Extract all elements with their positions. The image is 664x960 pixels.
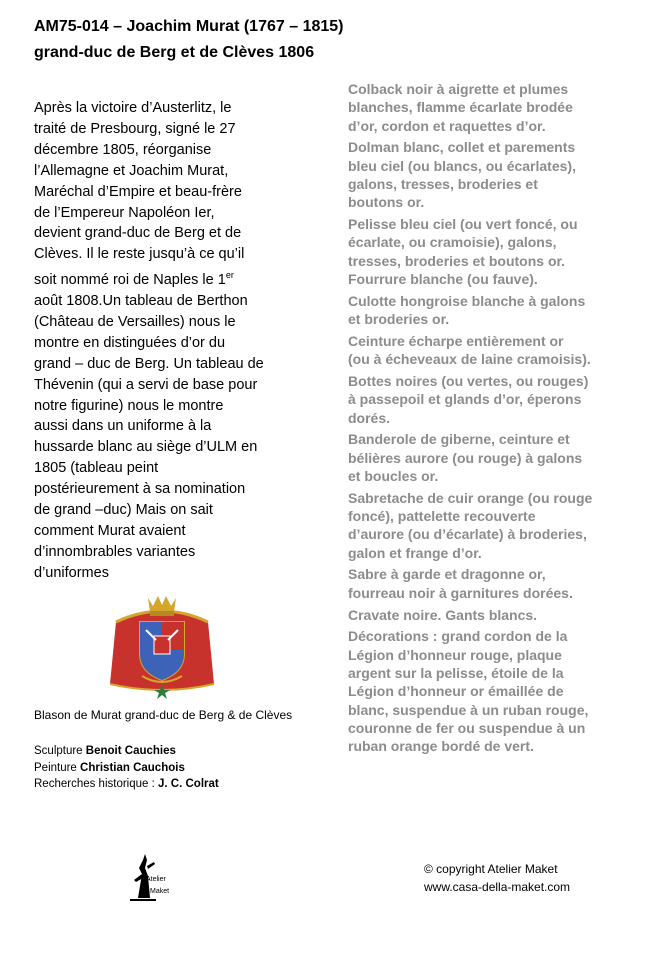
uniform-item-line: et broderies or. (348, 311, 450, 328)
logo-word-2: Maket (150, 888, 170, 895)
paragraph-line (34, 265, 334, 291)
paragraph-line (34, 437, 334, 458)
uniform-item-line: blanches, flamme écarlate brodée (348, 99, 573, 116)
credit-peinture-label: Peinture (34, 761, 77, 774)
uniform-item-line: Sabretache de cuir orange (ou rouge (348, 489, 593, 506)
atelier-maket-logo (126, 852, 182, 902)
paragraph-line-text: montre en distinguées d’or du (34, 334, 226, 351)
paragraph-line (34, 244, 334, 265)
uniform-description (348, 80, 648, 759)
uniform-item-line: et boucles or. (348, 467, 439, 484)
credit-sculpture-name: Benoit Cauchies (85, 745, 176, 757)
paragraph-line-text: comment Murat avaient (34, 522, 186, 539)
paragraph-line (34, 396, 334, 417)
paragraph-line (34, 119, 334, 140)
uniform-item (348, 627, 648, 755)
uniform-item-line: bleu ciel (ou blancs, ou écarlates), (348, 157, 576, 174)
uniform-item-line: Dolman blanc, collet et parements (348, 139, 576, 156)
paragraph-line-text: Clèves. Il le reste jusqu’à ce qu’il (34, 246, 245, 263)
uniform-item-line: Culotte hongroise blanche à galons (348, 292, 586, 309)
uniform-item-line: Colback noir à aigrette et plumes (348, 81, 569, 97)
uniform-item-line: boutons or. (348, 194, 425, 211)
paragraph-line (34, 98, 334, 119)
paragraph-line-text: (Château de Versailles) nous le (34, 313, 236, 330)
paragraph-line-text: Maréchal d’Empire et beau-frère (34, 183, 242, 200)
paragraph-line-text: 1805 (tableau peint (34, 460, 159, 477)
paragraph-line-text: Thévenin (qui a servi de base pour (34, 376, 258, 393)
paragraph-line-text: de grand –duc) Mais on sait (34, 502, 213, 519)
uniform-item-line: galon et frange d’or. (348, 544, 482, 561)
crest-caption: Blason de Murat grand-duc de Berg & de Clèves (34, 708, 293, 722)
uniform-item (348, 430, 648, 485)
credit-peinture-name: Christian Cauchois (80, 761, 185, 774)
credit-recherches (34, 776, 219, 793)
uniform-item-line: d’or, cordon et raquettes d’or. (348, 117, 546, 134)
paragraph-line-text: d’uniformes (34, 564, 109, 581)
title-line-1: AM75-014 – Joachim Murat (1767 – 1815) (34, 18, 344, 35)
paragraph-line-text: d’innombrables variantes (34, 543, 196, 560)
paragraph-line (34, 182, 334, 203)
uniform-item-line: Banderole de giberne, ceinture et (348, 431, 570, 448)
paragraph-line (34, 563, 334, 584)
uniform-item (348, 80, 648, 135)
paragraph-line (34, 458, 334, 479)
uniform-item (348, 332, 648, 369)
paragraph-line (34, 161, 334, 182)
uniform-item (348, 489, 648, 562)
uniform-item-line: d’aurore (ou d’écarlate) à broderies, (348, 526, 587, 543)
title-line-2: grand-duc de Berg et de Clèves 1806 (34, 44, 315, 61)
history-paragraph (34, 98, 334, 584)
credit-sculpture (34, 743, 219, 760)
uniform-item (348, 215, 648, 288)
paragraph-line (34, 140, 334, 161)
uniform-item-line: bélières aurore (ou rouge) à galons (348, 449, 583, 466)
uniform-item (348, 565, 648, 602)
paragraph-line-text: aussi dans un uniforme à la (34, 418, 212, 435)
paragraph-line (34, 521, 334, 542)
uniform-item-line: Bottes noires (ou vertes, ou rouges) (348, 372, 589, 389)
copyright-line: © copyright Atelier Maket (424, 862, 558, 876)
paragraph-line (34, 416, 334, 437)
credits (34, 743, 219, 793)
credit-peinture (34, 760, 219, 777)
uniform-item (348, 372, 648, 427)
uniform-item-line: Légion d’honneur or émaillée de (348, 683, 564, 700)
paragraph-line-text: soit nommé roi de Naples le 1 (34, 272, 226, 289)
paragraph-line (34, 500, 334, 521)
uniform-item-line: à passepoil et glands d’or, éperons (348, 391, 582, 408)
logo-word-1: Atelier (146, 876, 166, 883)
paragraph-line (34, 223, 334, 244)
paragraph-line-text: postérieurement à sa nomination (34, 481, 246, 498)
paragraph-line-text: grand – duc de Berg. Un tableau de (34, 355, 264, 372)
paragraph-line (34, 542, 334, 563)
website-url: www.casa-della-maket.com (424, 880, 571, 894)
paragraph-line (34, 375, 334, 396)
uniform-item (348, 138, 648, 211)
paragraph-line-text: traité de Presbourg, signé le 27 (34, 120, 236, 137)
uniform-item-line: argent sur la pelisse, étoile de la (348, 664, 564, 681)
page-title (34, 14, 654, 66)
paragraph-line-text: août 1808.Un tableau de Berthon (34, 292, 248, 309)
uniform-item-line: (ou à écheveaux de laine cramoisis). (348, 351, 591, 368)
uniform-item-line: Légion d’honneur rouge, plaque (348, 646, 562, 663)
paragraph-line (34, 291, 334, 312)
paragraph-line (34, 354, 334, 375)
uniform-item-line: tresses, broderies et boutons or. (348, 252, 566, 269)
superscript-er: er (225, 270, 234, 281)
uniform-item-line: Fourrure blanche (ou fauve). (348, 270, 538, 287)
paragraph-line-text: décembre 1805, réorganise (34, 141, 212, 158)
uniform-item-line: Cravate noire. Gants blancs. (348, 606, 538, 623)
uniform-item-line: dorés. (348, 409, 391, 426)
paragraph-line-text: Après la victoire d’Austerlitz, le (34, 100, 232, 116)
paragraph-line (34, 312, 334, 333)
coat-of-arms-icon (106, 592, 218, 700)
uniform-item-line: galons, tresses, broderies et (348, 175, 538, 192)
paragraph-line-text: hussarde blanc au siège d’ULM en (34, 439, 258, 456)
paragraph-line-text: l’Allemagne et Joachim Murat, (34, 162, 229, 179)
uniform-item-line: Sabre à garde et dragonne or, (348, 566, 546, 583)
credit-sculpture-label: Sculpture (34, 745, 83, 757)
paragraph-line (34, 333, 334, 354)
uniform-item (348, 292, 648, 329)
uniform-item-line: Ceinture écharpe entièrement or (348, 332, 564, 349)
uniform-item-line: fourreau noir à garnitures dorées. (348, 584, 573, 601)
uniform-item-line: écarlate, ou cramoisie), galons, (348, 234, 557, 251)
paragraph-line-text: devient grand-duc de Berg et de (34, 225, 242, 242)
uniform-item-line: Pelisse bleu ciel (ou vert foncé, ou (348, 216, 578, 233)
paragraph-line-text: de l’Empereur Napoléon Ier, (34, 204, 215, 221)
paragraph-line (34, 203, 334, 224)
uniform-item-line: Décorations : grand cordon de la (348, 628, 568, 645)
paragraph-line-text: notre figurine) nous le montre (34, 397, 224, 414)
uniform-item (348, 606, 648, 624)
uniform-item-line: ruban orange bordé de vert. (348, 738, 534, 755)
uniform-item-line: couronne de fer ou suspendue à un (348, 719, 586, 736)
uniform-item-line: blanc, suspendue à un ruban rouge, (348, 701, 589, 718)
credit-recherches-name: J. C. Colrat (158, 778, 219, 791)
credit-recherches-label: Recherches historique : (34, 778, 155, 791)
copyright-block (424, 860, 570, 896)
uniform-item-line: foncé), pattelette recouverte (348, 508, 536, 525)
paragraph-line (34, 479, 334, 500)
